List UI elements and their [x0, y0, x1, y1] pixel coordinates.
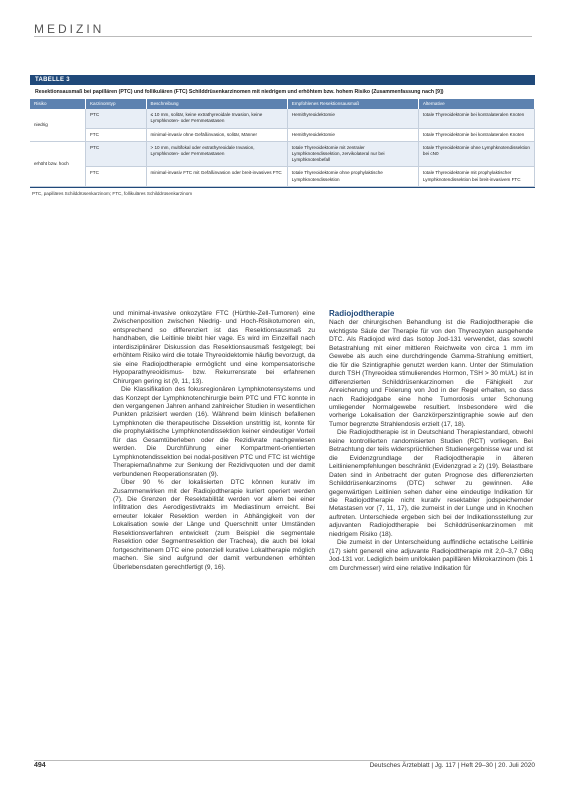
column-header: Empfohlenes Resektionsausmaß [287, 99, 418, 109]
table-cell: totale Thyreoidektomie bei kontralateralen Knoten [418, 109, 534, 128]
table-cell: minimal-invasiv FTC mit Gefäßinvasion oder breit-invasives FTC [146, 167, 287, 186]
risk-group-cell: erhöht bzw. hoch [30, 141, 85, 186]
section-label: MEDIZIN [34, 22, 105, 36]
table-footnote: PTC, papilläres Schilddrüsenkarzinom; FTC, follikuläres Schilddrüsenkarzinom [32, 190, 193, 196]
resection-table [30, 99, 535, 187]
table-3 [30, 75, 535, 199]
body-column-left [113, 310, 315, 572]
body-column-right [329, 310, 533, 573]
table-cell: FTC [85, 128, 146, 141]
journal-reference: Deutsches Ärzteblatt | Jg. 117 | Heft 29–30 | 20. Juli 2020 [369, 762, 535, 769]
table-cell: totale Thyreoidektomie mit zentraler Lymphknotendissektion, zervikolateral nur bei Lymphknotenbefall [287, 141, 418, 167]
table-cell: totale Thyreoidektomie ohne Lymphknotendissektion bei cN0 [418, 141, 534, 167]
table-caption: Resektionsausmaß bei papillären (PTC) und follikulären (FTC) Schilddrüsenkarzinomen mit niedrigem und erhöhtem bzw. hohem Risiko (Zusammenfassung nach [9]) [35, 89, 444, 95]
table-header-row [30, 99, 535, 109]
body-paragraph: und minimal-invasive onkozytäre FTC (Hürthle-Zell-Tumoren) eine Zwischenposition zwischen Niedrig- und Hoch-Risikotumoren ein, entsprechend so differenziert ist das Resektionsausmaß zu handhaben, die Leitlinie bleibt hier vage. Es wird im Einzelfall nach interdisziplinärer Diskussion das Resektionsausmaß festgelegt; bei erhöhtem Risiko wird die totale Thyreoidektomie häufig bevorzugt, da sie eine Radiojodtherapie ermöglicht und eine kompensatorische Hypoparathyreoidismus- bzw. Rekurrensrate bei erfahrenen Chirurgen gering ist (9, 11, 13). [113, 310, 315, 385]
table-title: TABELLE 3 [30, 75, 535, 85]
table-cell: totale Thyreoidektomie ohne prophylaktische Lymphknotendissektion [287, 167, 418, 186]
body-paragraph: Die Radiojodtherapie ist in Deutschland Therapiestandard, obwohl keine kontrollierten randomisierten Studien (RCT) vorliegen. Bei Betrachtung der teils widersprüchlichen Studienergebnisse war und ist die Evidenzgrundlage der Radiojodtherapie in älteren Leitlinienempfehlungen beschränkt (Evidenzgrad ≥ 2) (19). Belastbare Daten sind in Anbetracht der guten Prognose des differenzierten Schilddrüsenkarzinoms (DTC) schwer zu gewinnen. Alle gegenwärtigen Leitlinien sehen daher eine eindeutige Indikation für die Radiojodtherapie nicht kurativ resektabler jodspeichernder Metastasen vor (7, 11, 17), die zumeist in der Lunge und in Knochen auftreten. Unterschiede ergeben sich bei der Indikationsstellung zur adjuvanten Radiojodtherapie bei Schilddrüsenkarzinomen mit niedrigem Risiko (18). [329, 429, 533, 538]
column-header: Beschreibung [146, 99, 287, 109]
table-cell: Hemithyreoidektomie [287, 109, 418, 128]
table-cell: ≤ 10 mm, solitär, keine extrathyreoidale Invasion, keine Lymphknoten- oder Fernmetastasen [146, 109, 287, 128]
column-header: Risiko [30, 99, 85, 109]
risk-group-cell: niedrig [30, 109, 85, 141]
table-cell: totale Thyreoidektomie mit prophylaktischer Lymphknotendissektion bei breit-invasivem FTC [418, 167, 534, 186]
table-cell: PTC [85, 141, 146, 167]
table-row [30, 109, 535, 128]
footer-rule [34, 760, 532, 761]
table-cell: minimal-invasiv ohne Gefäßinvasion, solitär, Männer [146, 128, 287, 141]
body-paragraph: Nach der chirurgischen Behandlung ist die Radiojodtherapie die wichtigste Säule der Therapie für von den Thyreozyten ausgehende DTC. Als Radiojod wird das Isotop Jod-131 verwendet, das sowohl Betastrahlung mit einer mittleren Reichweite von circa 1 mm im Gewebe als auch eine durchdringende Gamma-Strahlung emittiert, die für die Szintigraphie genutzt werden kann. Unter der Stimulation durch TSH (Thyreoidea stimulierendes Hormon, TSH > 30 mU/L) ist in differenzierten Schilddrüsenkarzinomen die Fähigkeit zur Anreicherung und Fixierung von Jod in der Regel erhalten, so dass nach Radiojodgabe eine hohe Tumordosis unter Schonung umliegender Normalgewebe resultiert. Insbesondere wird die vorherige Lokalisation der Ganzkörperszintigraphie sowie auf den Tumor begrenzte Strahlendosis erzielt (17, 18). [329, 319, 533, 428]
table-cell: Hemithyreoidektomie [287, 128, 418, 141]
table-row [30, 128, 535, 141]
table-cell: FTC [85, 167, 146, 186]
table-row [30, 167, 535, 186]
body-paragraph: Die zumeist in der Unterscheidung auffindliche ectatische Leitlinie (17) sieht generell eine adjuvante Radiojodtherapie mit 2,0–3,7 GBq Jod-131 vor. Lediglich beim unifokalen papillären Mikrokarzinom (bis 1 cm Durchmesser) wird eine relative Indikation für [329, 539, 533, 572]
table-row [30, 141, 535, 167]
page-number: 494 [34, 762, 46, 769]
column-header: Alternative [418, 99, 534, 109]
table-cell: totale Thyreoidektomie bei kontralateralen Knoten [418, 128, 534, 141]
column-header: Karzinomtyp [85, 99, 146, 109]
section-heading: Radiojodtherapie [329, 309, 395, 318]
table-cell: > 10 mm, multifokal oder extrathyreoidale Invasion, Lymphknoten- oder Fernmetastasen [146, 141, 287, 167]
body-paragraph: Über 90 % der lokalisierten DTC können kurativ im Zusammenwirken mit der Radiojodtherapie kuriert operiert werden (7). Die Grenzen der Resektabilität werden vor allem bei einer Infiltration des Aerodigestivtrakts im Mediastinum erreicht. Bei erneuter lokaler Resektion werden in Abhängigkeit von der Lokalisation sowie der Länge und Querschnitt unter Umständen Resektionsverfahren entwickelt (zum Beispiel die segmentale Resektion oder Segmentresektion der Trachea), die auch bei lokal fortgeschrittenem DTC eine potenziell kurative Lokaltherapie möglich machen. Sie sind aufgrund der damit verbundenen erhöhten Überlebensdaten gerechtfertigt (9, 16). [113, 479, 315, 571]
table-cell: PTC [85, 109, 146, 128]
body-paragraph: Die Klassifikation des fokusregionären Lymphknotensystems und das Konzept der Lymphknotenchirurgie beim PTC und FTC konnte in den vergangenen Jahren anhand zahlreicher Studien in wesentlichen Punkten präzisiert werden (16). Während beim klinisch befallenen Lymphknoten die therapeutische Dissektion unstrittig ist, konnte für die prophylaktische Lymphknotendissektion keiner eindeutiger Vorteil für das Gesamtüberleben oder die Rezidivrate nachgewiesen werden. Die Durchführung einer Kompartment-orientierten Lymphknotendissektion bei nodal-positiven PTC und FTC ist wichtige Therapiemaßnahme zur Senkung der Rezidivquoten und der damit verbundenen Reoperationsraten (9). [113, 386, 315, 478]
header-rule [34, 36, 532, 37]
